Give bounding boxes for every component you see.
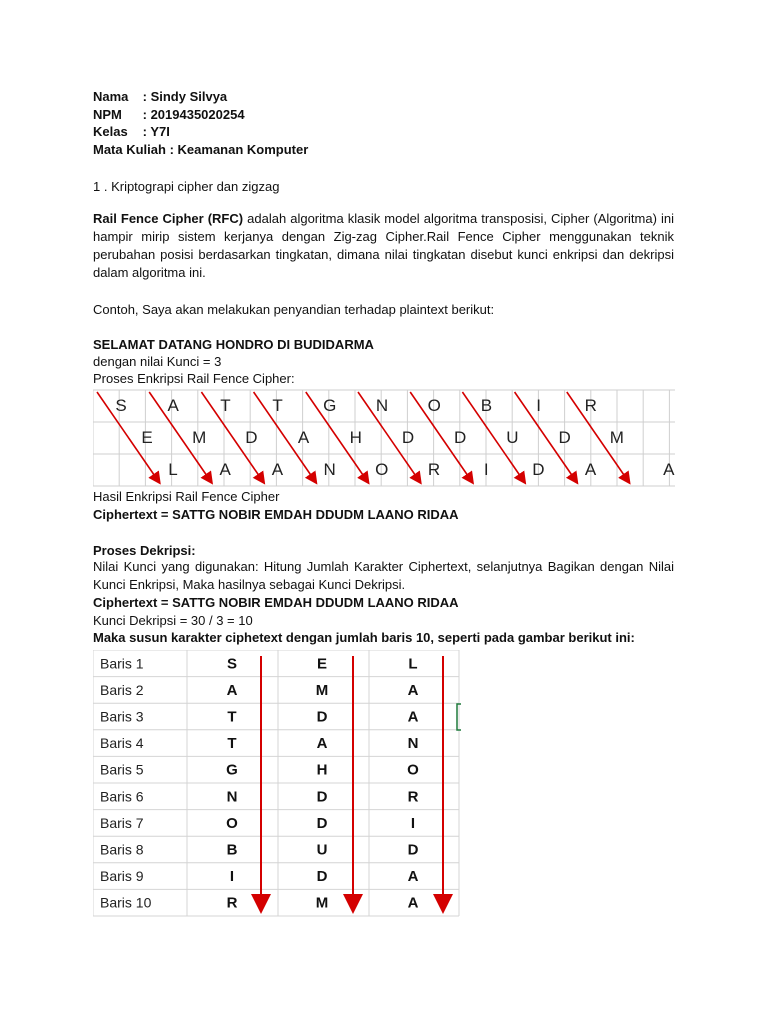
ciphertext-line-2: Ciphertext = SATTG NOBIR EMDAH DDUDM LAANO RIDAA: [93, 595, 459, 610]
rail-bot-letter: I: [483, 460, 489, 479]
rail-fence-grid: [93, 388, 675, 488]
rail-bot-letter: A: [663, 460, 675, 479]
rail-mid-letter: D: [558, 428, 571, 447]
table-cell: O: [407, 761, 419, 779]
rail-top-letter: T: [220, 396, 231, 415]
table-cell: O: [226, 814, 238, 832]
table-cell: D: [316, 814, 328, 832]
table-cell: N: [226, 788, 238, 806]
rail-bot-letter: O: [375, 460, 389, 479]
rail-mid-letter: U: [506, 428, 519, 447]
table-cell: D: [316, 868, 328, 886]
nama-value: : Sindy Silvya: [142, 89, 228, 104]
rail-bot-letter: A: [219, 460, 231, 479]
rail-bot-letter: D: [532, 460, 545, 479]
table-cell: A: [407, 681, 419, 699]
info-nama: [93, 88, 227, 105]
table-cell: I: [410, 814, 416, 832]
table-cell: A: [407, 894, 419, 912]
plaintext-line: SELAMAT DATANG HONDRO DI BUDIDARMA: [93, 337, 374, 352]
rail-top-letter: N: [375, 396, 389, 415]
ciphertext-line-1: Ciphertext = SATTG NOBIR EMDAH DDUDM LAANO RIDAA: [93, 507, 459, 522]
rail-top-letter: T: [272, 396, 283, 415]
example-line: Contoh, Saya akan melakukan penyandian terhadap plaintext berikut:: [93, 302, 495, 317]
rail-mid-letter: H: [349, 428, 362, 447]
rail-mid-letter: M: [192, 428, 207, 447]
rail-bot-letter: R: [427, 460, 441, 479]
table-row-label: Baris 7: [100, 814, 144, 831]
table-row-label: Baris 1: [100, 655, 144, 672]
kunci-dekripsi: Kunci Dekripsi = 30 / 3 = 10: [93, 613, 253, 628]
table-row-label: Baris 6: [100, 788, 144, 805]
kelas-label: Kelas: [93, 124, 128, 139]
rail-mid-letter: D: [454, 428, 467, 447]
info-npm: [93, 106, 245, 123]
decrypt-paragraph: Nilai Kunci yang digunakan: Hitung Jumlah Karakter Ciphertext, selanjutnya Bagikan dengan Nilai Kunci Enkripsi, Maka hasilnya sebagai Kunci Dekripsi.: [93, 559, 674, 592]
table-cell: A: [226, 681, 238, 699]
table-cell: H: [316, 761, 328, 779]
rail-top-letter: S: [115, 396, 127, 415]
table-cell: B: [226, 841, 238, 859]
rail-bot-letter: A: [271, 460, 284, 479]
info-matkul: [93, 141, 308, 158]
table-cell: R: [226, 894, 238, 912]
table-row-label: Baris 8: [100, 841, 144, 858]
table-cell: T: [227, 708, 237, 726]
table-cell: M: [315, 681, 329, 699]
table-cell: U: [316, 841, 328, 859]
matkul-label: Mata Kuliah: [93, 142, 166, 157]
rail-top-letter: B: [480, 396, 493, 415]
table-cell: N: [407, 735, 419, 753]
table-row-label: Baris 2: [100, 681, 144, 698]
table-cell: A: [407, 708, 419, 726]
rail-mid-letter: M: [609, 428, 624, 447]
table-cell: A: [407, 868, 419, 886]
table-cell: A: [316, 735, 328, 753]
npm-label: NPM: [93, 107, 122, 122]
table-cell: D: [316, 708, 328, 726]
table-cell: G: [226, 761, 238, 779]
table-cell: S: [226, 655, 238, 673]
rail-top-letter: O: [427, 396, 441, 415]
intro-paragraph: [93, 210, 674, 282]
key-line: dengan nilai Kunci = 3: [93, 354, 222, 369]
table-row-label: Baris 9: [100, 868, 144, 885]
table-row-label: Baris 3: [100, 708, 144, 725]
rail-top-letter: A: [167, 396, 179, 415]
decryption-table: [93, 650, 473, 925]
table-cell: M: [315, 894, 329, 912]
rail-top-letter: G: [323, 396, 337, 415]
intro-text: adalah algoritma klasik model algoritma transposisi, Cipher (Algoritma) ini hampir mirip sistem kerjanya dengan Zig-zag Cipher.Rail Fence Cipher menggunakan teknik perubahan posisi berdasarkan tingkatan, dimana nilai tingkatan disebut kunci enkripsi dan dekripsi dalam algoritma ini.: [93, 211, 674, 280]
rail-top-letter: I: [536, 396, 541, 415]
rail-top-letter: R: [584, 396, 597, 415]
encrypt-heading: Proses Enkripsi Rail Fence Cipher:: [93, 371, 295, 386]
table-cell: R: [407, 788, 419, 806]
table-cell: D: [316, 788, 328, 806]
table-cell: I: [229, 868, 235, 886]
table-cell: E: [316, 655, 328, 673]
rail-mid-letter: D: [245, 428, 258, 447]
encrypt-result-label: Hasil Enkripsi Rail Fence Cipher: [93, 489, 280, 504]
section-title: 1 . Kriptograpi cipher dan zigzag: [93, 179, 280, 194]
rail-bot-letter: L: [168, 460, 178, 479]
table-row-label: Baris 10: [100, 894, 152, 911]
table-row-label: Baris 5: [100, 761, 144, 778]
table-row-label: Baris 4: [100, 735, 144, 752]
rail-mid-letter: E: [141, 428, 153, 447]
nama-label: Nama: [93, 89, 129, 104]
arrange-line: Maka susun karakter ciphetext dengan jumlah baris 10, seperti pada gambar berikut ini:: [93, 630, 635, 645]
kelas-value: : Y7I: [142, 124, 170, 139]
table-cell: T: [227, 735, 237, 753]
rail-mid-letter: D: [401, 428, 415, 447]
table-cell: L: [408, 655, 418, 673]
rail-bot-letter: N: [323, 460, 336, 479]
matkul-value: : Keamanan Komputer: [169, 142, 309, 157]
rail-mid-letter: A: [297, 428, 310, 447]
rail-bot-letter: A: [584, 460, 597, 479]
decrypt-heading: Proses Dekripsi:: [93, 543, 196, 558]
table-cell: D: [407, 841, 419, 859]
npm-value: : 2019435020254: [142, 107, 245, 122]
intro-bold-term: Rail Fence Cipher (RFC): [93, 211, 244, 226]
info-kelas: [93, 123, 170, 140]
